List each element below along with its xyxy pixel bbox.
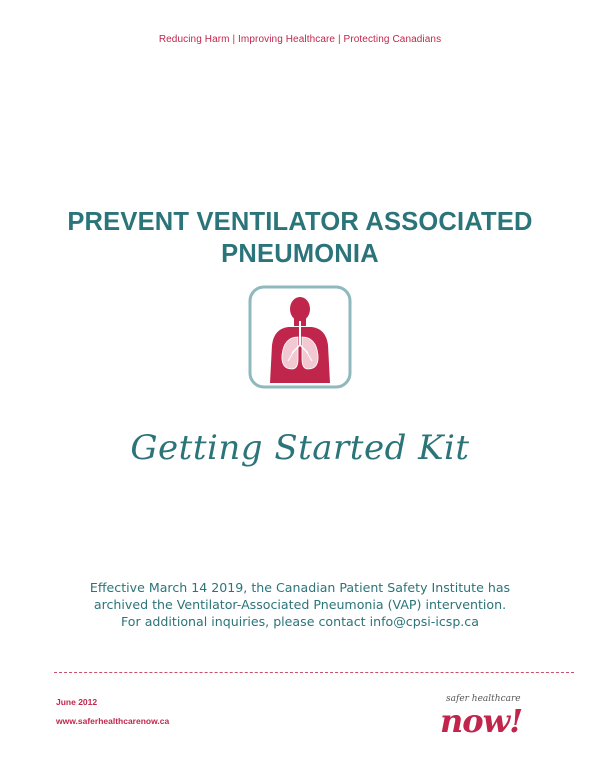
kit-subtitle: Getting Started Kit — [130, 428, 470, 468]
notice-line-2: archived the Ventilator-Associated Pneumonia (VAP) intervention. — [93, 597, 507, 612]
archive-notice — [0, 579, 600, 630]
notice-line-3: For additional inquiries, please contact info@cpsi-icsp.ca — [121, 614, 479, 629]
title-line-2: PNEUMONIA — [221, 240, 379, 268]
document-title — [0, 206, 600, 270]
notice-line-1: Effective March 14 2019, the Canadian Patient Safety Institute has — [89, 580, 511, 595]
lungs-body-icon — [248, 285, 352, 389]
footer-divider — [54, 672, 574, 673]
website-link[interactable]: www.saferhealthcarenow.ca — [56, 716, 170, 726]
header-tagline: Reducing Harm | Improving Healthcare | Protecting Canadians — [158, 34, 442, 45]
title-line-1: PREVENT VENTILATOR ASSOCIATED — [67, 208, 533, 236]
logo-small-text: safer healthcare — [446, 694, 521, 704]
logo-big-text: now! — [440, 702, 523, 740]
publication-date: June 2012 — [56, 697, 98, 707]
safer-healthcare-now-logo — [440, 688, 540, 748]
